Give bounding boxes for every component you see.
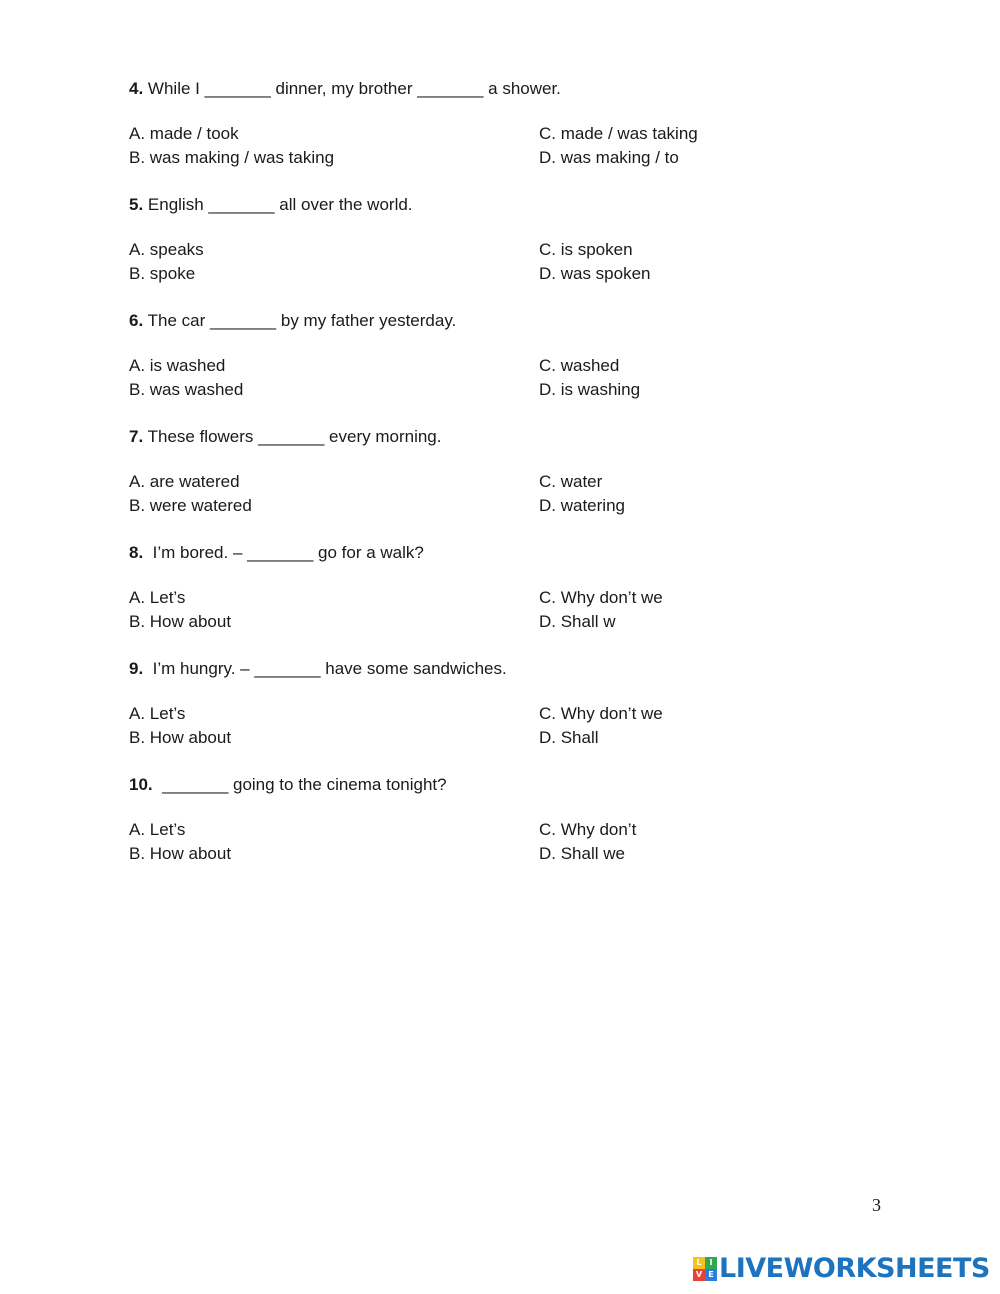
question-number: 8.: [129, 543, 144, 562]
question-stem: [129, 540, 889, 566]
answer-option-b[interactable]: B. was making / was taking: [129, 148, 335, 167]
question-number: 5.: [129, 195, 144, 214]
answer-option-d[interactable]: D. is washing: [539, 380, 641, 399]
question-spacer: [129, 520, 889, 540]
answer-option-c[interactable]: C. Why don’t we: [539, 704, 663, 723]
question-item: [129, 424, 889, 520]
answer-option-a[interactable]: A. speaks: [129, 240, 204, 259]
question-stem: [129, 656, 889, 682]
answer-options: [129, 238, 889, 288]
question-spacer: [129, 288, 889, 308]
answer-options: [129, 586, 889, 636]
answer-option-a[interactable]: A. are watered: [129, 472, 240, 491]
question-stem: [129, 192, 889, 218]
question-item: [129, 656, 889, 752]
answer-option-c[interactable]: C. is spoken: [539, 240, 633, 259]
question-text: English _______ all over the world.: [143, 195, 413, 214]
answer-option-b[interactable]: B. spoke: [129, 264, 196, 283]
question-number: 4.: [129, 79, 144, 98]
question-text: I’m bored. – _______ go for a walk?: [143, 543, 424, 562]
answer-option-a[interactable]: A. made / took: [129, 124, 239, 143]
answer-option-c[interactable]: C. made / was taking: [539, 124, 698, 143]
answer-options: [129, 470, 889, 520]
answer-option-a[interactable]: A. Let’s: [129, 820, 186, 839]
question-number: 6.: [129, 311, 144, 330]
question-text: These flowers _______ every morning.: [143, 427, 442, 446]
question-item: [129, 772, 889, 868]
answer-option-c[interactable]: C. Why don’t: [539, 820, 637, 839]
answer-option-a[interactable]: A. is washed: [129, 356, 226, 375]
answer-option-b[interactable]: B. was washed: [129, 380, 244, 399]
question-text: The car _______ by my father yesterday.: [143, 311, 457, 330]
answer-options: [129, 122, 889, 172]
question-spacer: [129, 752, 889, 772]
question-spacer: [129, 636, 889, 656]
answer-option-d[interactable]: D. Shall we: [539, 844, 625, 863]
question-text: _______ going to the cinema tonight?: [152, 775, 447, 794]
answer-option-b[interactable]: B. How about: [129, 844, 232, 863]
answer-option-b[interactable]: B. How about: [129, 728, 232, 747]
question-stem: [129, 772, 889, 798]
question-item: [129, 76, 889, 172]
answer-option-b[interactable]: B. How about: [129, 612, 232, 631]
answer-options: [129, 354, 889, 404]
answer-option-d[interactable]: D. was spoken: [539, 264, 651, 283]
question-number: 7.: [129, 427, 144, 446]
question-stem: [129, 424, 889, 450]
answer-options: [129, 818, 889, 868]
question-stem: [129, 308, 889, 334]
page-number: 3: [872, 1195, 881, 1215]
question-spacer: [129, 404, 889, 424]
liveworksheets-logo[interactable]: [693, 1254, 990, 1284]
answer-option-c[interactable]: C. Why don’t we: [539, 588, 663, 607]
question-item: [129, 540, 889, 636]
answer-options: [129, 702, 889, 752]
question-text: While I _______ dinner, my brother _______ a shower.: [143, 79, 561, 98]
answer-option-d[interactable]: D. Shall w: [539, 612, 616, 631]
question-spacer: [129, 172, 889, 192]
answer-option-c[interactable]: C. water: [539, 472, 603, 491]
question-number: 10.: [129, 775, 153, 794]
answer-option-b[interactable]: B. were watered: [129, 496, 252, 515]
question-item: [129, 192, 889, 288]
logo-text: LIVEWORKSHEETS: [719, 1253, 990, 1284]
question-list: [129, 76, 889, 868]
answer-option-a[interactable]: A. Let’s: [129, 704, 186, 723]
logo-mark-icon: L I V E: [693, 1257, 717, 1281]
answer-option-d[interactable]: D. Shall: [539, 728, 599, 747]
question-text: I’m hungry. – _______ have some sandwiches.: [143, 659, 507, 678]
answer-option-c[interactable]: C. washed: [539, 356, 620, 375]
question-number: 9.: [129, 659, 144, 678]
answer-option-d[interactable]: D. watering: [539, 496, 625, 515]
answer-option-a[interactable]: A. Let’s: [129, 588, 186, 607]
question-item: [129, 308, 889, 404]
answer-option-d[interactable]: D. was making / to: [539, 148, 679, 167]
question-stem: [129, 76, 889, 102]
